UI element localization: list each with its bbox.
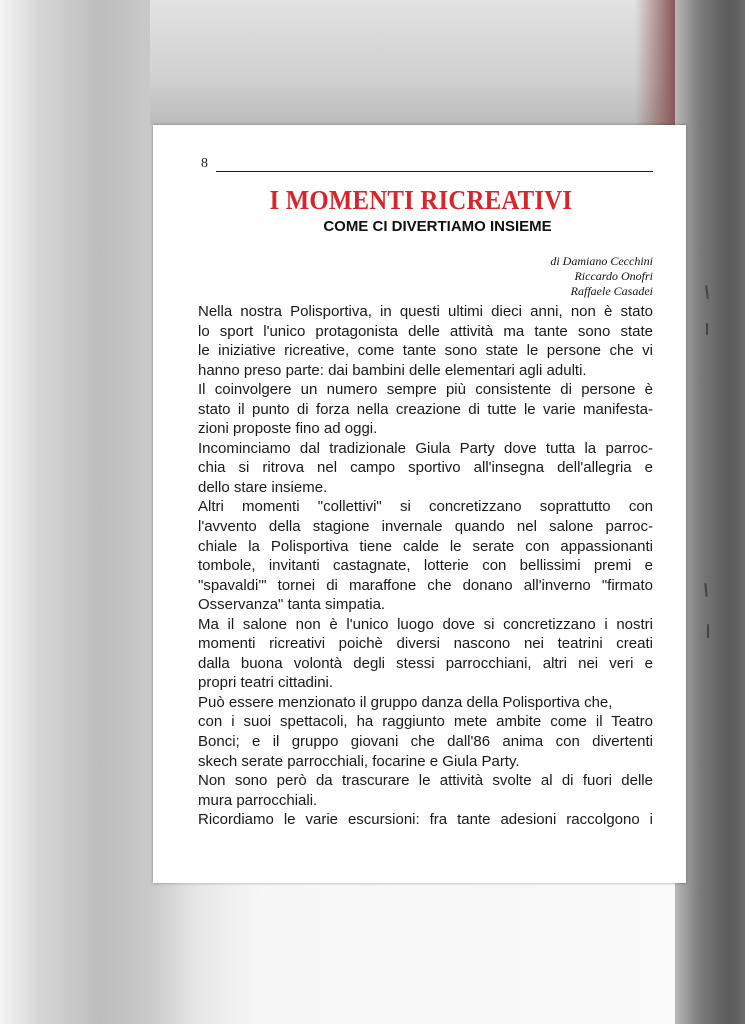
body-line: le iniziative ricreative, come tante sono state le persone che vi: [198, 342, 653, 360]
header-rule: [216, 171, 653, 172]
body-line: skech serate parrocchiali, focarine e Giula Party.: [198, 752, 520, 770]
body-line: "spavaldi'" tornei di maraffone che donano all'inverno "firmato: [198, 576, 653, 594]
body-line: dello stare insieme.: [198, 478, 328, 496]
author-line: Raffaele Casadei: [570, 284, 653, 298]
body-line: lo sport l'unico protagonista delle attività ma tante sono state: [198, 322, 653, 340]
body-line: chia si ritrova nel campo sportivo all'insegna dell'allegria e: [198, 459, 653, 477]
body-line: l'avvento della stagione invernale quando nel salone parroc-: [198, 518, 653, 536]
body-line: Incominciamo dal tradizionale Giula Party dove tutta la parroc-: [198, 439, 653, 457]
body-line: momenti ricreativi poichè diversi nascono nei teatrini creati: [198, 635, 653, 653]
body-line: stato il punto di forza nella creazione di tutte le varie manifesta-: [198, 400, 653, 418]
body-line: Altri momenti "collettivi" si concretizzano soprattutto con: [198, 498, 653, 516]
body-line: Il coinvolgere un numero sempre più consistente di persone è: [198, 381, 653, 399]
article-subtitle: COME CI DIVERTIAMO INSIEME: [323, 218, 552, 235]
author-line: Riccardo Onofri: [574, 269, 653, 283]
scan-mark: [707, 624, 709, 638]
body-line: Ricordiamo le varie escursioni: fra tante adesioni raccolgono i: [198, 811, 653, 829]
document-page: [153, 125, 686, 883]
body-line: Non sono però da trascurare le attività svolte al di fuori delle: [198, 772, 653, 790]
body-line: con i suoi spettacoli, ha raggiunto mete ambite come il Teatro: [198, 713, 653, 731]
body-line: propri teatri cittadini.: [198, 674, 334, 692]
body-line: dalla buona volontà degli stessi parrocchiani, altri nei veri e: [198, 654, 653, 672]
body-line: mura parrocchiali.: [198, 791, 318, 809]
body-line: zioni proposte fino ad oggi.: [198, 420, 378, 438]
body-line: Nella nostra Polisportiva, in questi ultimi dieci anni, non è stato: [198, 303, 653, 320]
body-line: Osservanza" tanta simpatia.: [198, 596, 386, 614]
body-line: hanno preso parte: dai bambini delle elementari agli adulti.: [198, 361, 587, 379]
article-body: [198, 302, 653, 830]
body-line: Ma il salone non è l'unico luogo dove si concretizzano i nostri: [198, 615, 653, 633]
body-line: tombole, invitanti castagnate, lotterie con bellissimi premi e: [198, 557, 653, 575]
body-line: Può essere menzionato il gruppo danza della Polisportiva che,: [198, 693, 613, 711]
scan-mark: [706, 323, 708, 335]
body-line: Bonci; e il gruppo giovani che dall'86 anima con divertenti: [198, 733, 653, 751]
body-line: chiale la Polisportiva tiene calde le serate con appassionanti: [198, 537, 653, 555]
page-number: 8: [201, 156, 208, 171]
article-title: I MOMENTI RICREATIVI: [269, 185, 573, 215]
author-byline: [550, 254, 653, 299]
author-line: di Damiano Cecchini: [550, 254, 653, 268]
